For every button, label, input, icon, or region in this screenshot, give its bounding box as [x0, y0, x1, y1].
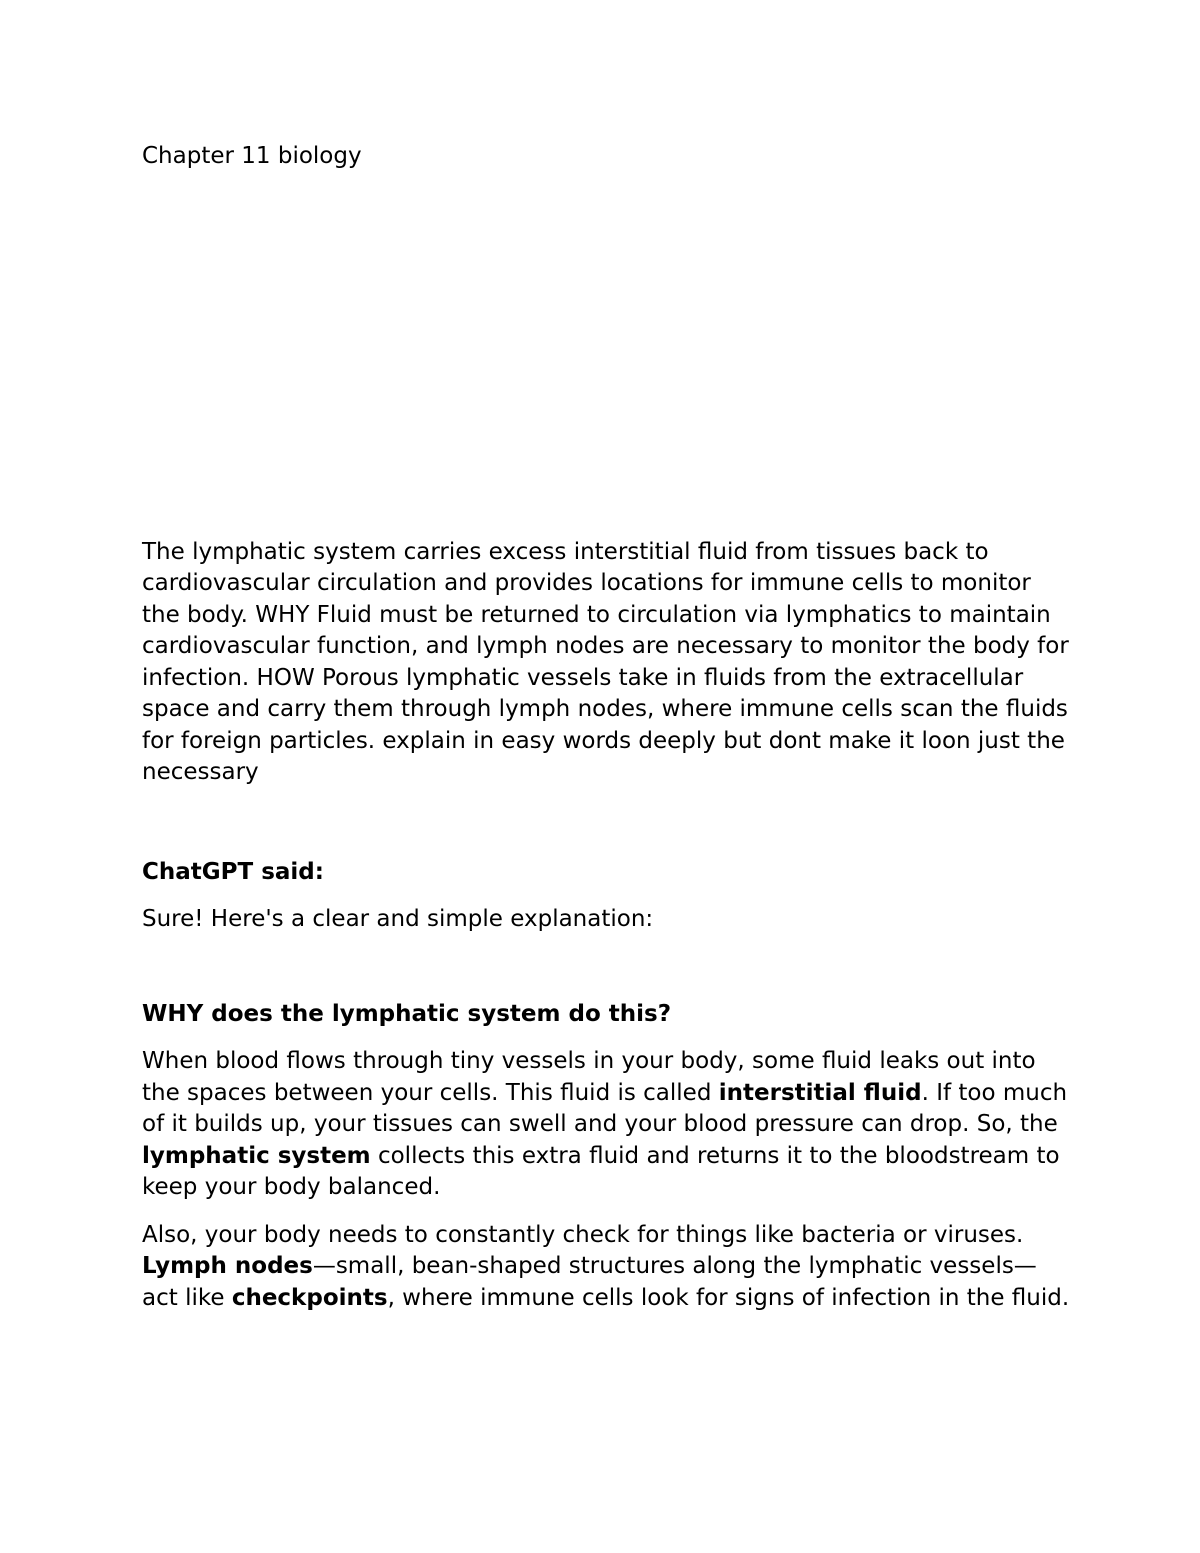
paragraph-text: . If too much of it builds up, your tissues can swell and your blood pressure can drop. So, the	[142, 1079, 1068, 1137]
document-title: Chapter 11 biology	[142, 143, 362, 169]
paragraph-text: Also, your body needs to constantly check for things like bacteria or viruses.	[142, 1221, 1024, 1248]
paragraph-text: collects this extra fluid and returns it to the bloodstream to keep your body balanced.	[142, 1142, 1060, 1200]
reply-intro: Sure! Here's a clear and simple explanation:	[142, 906, 654, 932]
section-heading: WHY does the lymphatic system do this?	[142, 1000, 672, 1027]
document-body	[142, 141, 1072, 1314]
paragraph-lymph-nodes	[142, 1220, 1072, 1315]
bold-term: interstitial fluid	[718, 1079, 922, 1106]
paragraph-text: —small, bean-shaped structures along the lymphatic vessels—act like	[142, 1253, 1037, 1311]
bold-term: Lymph nodes	[142, 1253, 313, 1279]
bold-term: lymphatic system	[142, 1142, 371, 1169]
paragraph-text: , where immune cells look for signs of infection in the fluid.	[387, 1284, 1070, 1311]
bold-term: checkpoints	[231, 1284, 388, 1311]
paragraph-interstitial-fluid	[142, 1046, 1072, 1204]
paragraph-text: When blood flows through tiny vessels in your body, some fluid leaks out into the spaces between your cells. This fluid is called	[142, 1048, 1036, 1106]
user-prompt-paragraph: The lymphatic system carries excess interstitial fluid from tissues back to cardiovascular circulation and provides locations for immune cells to monitor the body. WHY Fluid must be returned to circulation via lymphatics to maintain cardiovascular function, and lymph nodes are necessary to monitor the body for infection. HOW Porous lymphatic vessels take in fluids from the extracellular space and carry them through lymph nodes, where immune cells scan the fluids for foreign particles. explain in easy words deeply but dont make it loon just the necessary	[142, 538, 1069, 785]
speaker-label: ChatGPT said:	[142, 858, 324, 885]
